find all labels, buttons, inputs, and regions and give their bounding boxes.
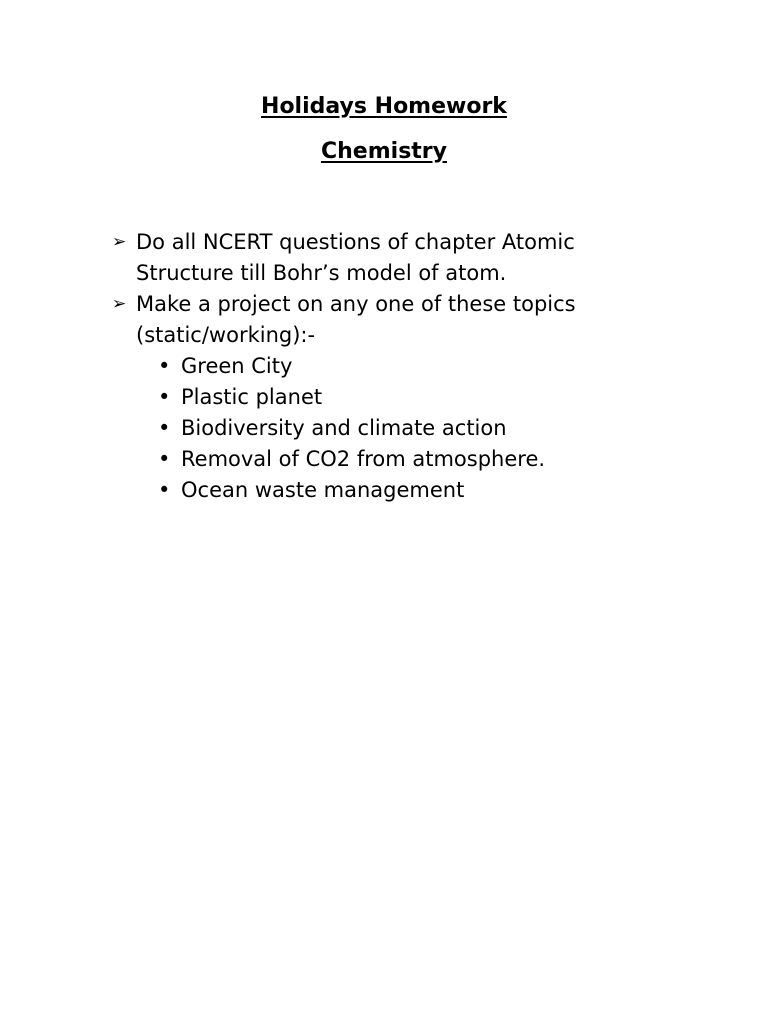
topic-text: Plastic planet xyxy=(181,385,323,409)
bullet-icon: • xyxy=(158,416,171,440)
task-item-ncert xyxy=(112,227,672,289)
bullet-icon: • xyxy=(158,354,171,378)
bullet-icon: • xyxy=(158,385,171,409)
task-item-project xyxy=(112,289,672,506)
task-text: Do all NCERT questions of chapter Atomic Structure till Bohr’s model of atom. xyxy=(136,230,575,285)
topic-item xyxy=(136,444,672,475)
task-text: Make a project on any one of these topics (static/working):- xyxy=(136,292,576,347)
bullet-icon: • xyxy=(158,478,171,502)
topic-item xyxy=(136,351,672,382)
task-list xyxy=(112,227,672,506)
topic-text: Green City xyxy=(181,354,293,378)
topic-text: Biodiversity and climate action xyxy=(181,416,507,440)
topic-list xyxy=(136,351,672,506)
topic-item xyxy=(136,475,672,506)
topic-text: Ocean waste management xyxy=(181,478,465,502)
arrow-bullet-icon: ➢ xyxy=(112,294,127,314)
topic-item xyxy=(136,413,672,444)
arrow-bullet-icon: ➢ xyxy=(112,232,127,252)
topic-text: Removal of CO2 from atmosphere. xyxy=(181,447,546,471)
bullet-icon: • xyxy=(158,447,171,471)
document-subject: Chemistry xyxy=(321,139,447,164)
document-title: Holidays Homework xyxy=(261,94,507,119)
topic-item xyxy=(136,382,672,413)
